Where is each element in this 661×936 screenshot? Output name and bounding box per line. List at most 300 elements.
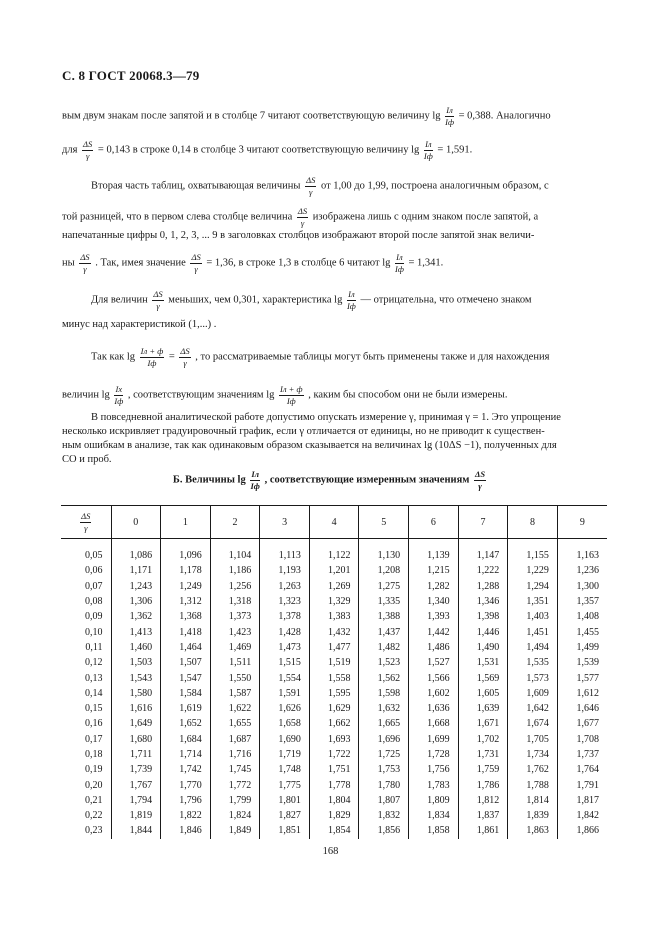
paragraph-line: несколько искривляет градуировочный график, если γ отличается от единицы, но не приводит к существен- [62,426,545,437]
table-cell: 1,378 [260,609,310,624]
fraction-denominator: Iф [395,263,404,274]
table-cell: 1,346 [458,594,508,609]
table-cell: 1,626 [260,701,310,716]
row-key-cell: 0,16 [61,716,111,731]
table-cell: 1,455 [576,626,599,638]
text-span: той разницей, что в первом слева столбце величина [62,211,293,223]
fraction-denominator: γ [156,300,160,311]
table-cell: 1,636 [409,701,459,716]
table-cell: 1,122 [309,539,359,564]
table-cell: 1,693 [309,732,359,747]
fraction-ds-gamma [80,512,91,532]
table-cell: 1,605 [458,686,508,701]
table-cell: 1,756 [409,762,459,777]
column-header: 6 [409,506,459,539]
fraction-denominator: Iф [423,150,433,161]
fraction-denominator: γ [194,263,198,274]
table-cell: 1,824 [210,808,260,823]
table-cell: 1,527 [409,655,459,670]
table-row [61,747,607,762]
paragraph-line [91,176,549,196]
table-cell: 1,858 [409,823,459,838]
table-cell: 1,294 [508,579,558,594]
table-cell: 1,639 [458,701,508,716]
table-cell: 1,477 [309,640,359,655]
text-span: = 0,143 в строке 0,14 в столбце 3 читают соответствующую величину [97,144,409,156]
table-cell: 1,554 [260,670,310,685]
table-cell: 1,839 [508,808,558,823]
row-key-cell: 0,19 [61,762,111,777]
table-cell: 1,668 [409,716,459,731]
table-cell: 1,822 [161,808,211,823]
paragraph-line [91,290,532,310]
text-span: минус над характеристикой (1,...) . [62,319,217,330]
table-cell: 1,854 [309,823,359,838]
table-cell: 1,171 [111,563,161,578]
table-cell: 1,543 [111,670,161,685]
fraction-ixf-if [279,385,304,405]
table-row [61,563,607,578]
row-key-cell: 0,06 [61,563,111,578]
column-header: 3 [260,506,310,539]
fraction-ilf-if [140,347,165,367]
fraction-ds-gamma [474,470,486,490]
table-cell: 1,318 [210,594,260,609]
row-key-cell: 0,08 [61,594,111,609]
row-key-cell: 0,21 [61,793,111,808]
table-cell: 1,437 [359,624,409,639]
table-cell: 1,780 [359,777,409,792]
fraction-denominator: γ [300,217,305,228]
table-cell: 1,622 [210,701,260,716]
text-span: от 1,00 до 1,99, построена аналогичным образом, с [320,180,549,192]
column-header: 7 [458,506,508,539]
table-cell: 1,464 [161,640,211,655]
table-cell: 1,737 [576,749,599,760]
fraction-numerator: ΔS [297,206,308,216]
table-cell: 1,163 [576,550,599,562]
table-cell: 1,690 [260,732,310,747]
fraction-numerator: ΔS [475,469,486,479]
table-cell: 1,759 [458,762,508,777]
table-cell: 1,323 [260,594,310,609]
page-number: 168 [322,846,339,857]
table-row [61,609,607,624]
table-cell: 1,373 [210,609,260,624]
column-header: 8 [508,506,558,539]
table-cell: 1,609 [508,686,558,701]
paragraph-line [62,207,538,227]
table-cell: 1,550 [210,670,260,685]
fraction-denominator: Iф [250,480,260,491]
table-cell: 1,846 [161,823,211,838]
table-cell: 1,745 [210,762,260,777]
table-cell: 1,801 [260,793,310,808]
table-row [61,579,607,594]
text-span: ны [62,257,75,269]
table-cell: 1,486 [409,640,459,655]
table-cell: 1,357 [576,596,599,608]
table-cell: 1,866 [576,825,599,837]
paragraph-line: В повседневной аналитической работе допустимо опускать измерение γ, принимая γ = 1. Это упрощение [91,412,561,423]
table-cell: 1,312 [161,594,211,609]
table-cell: 1,827 [260,808,310,823]
table-row [61,539,607,564]
table-cell: 1,269 [309,579,359,594]
text-span: для [62,144,78,156]
text-span: напечатанные цифры 0, 1, 2, 3, ... 9 в заголовках столбцов изображают второй после запятой знак величи- [62,230,535,241]
row-key-cell: 0,15 [61,701,111,716]
table-cell: 1,243 [111,579,161,594]
text-span: — отрицательна, что отмечено знаком [360,294,532,306]
math-lg: lg [382,257,391,269]
table-cell: 1,398 [458,609,508,624]
table-row [61,808,607,823]
table-cell: 1,861 [458,823,508,838]
table-cell: 1,451 [508,624,558,639]
math-lg: lg [101,389,110,401]
text-span: , соответствующим значениям [127,389,264,401]
fraction-il-if [445,106,454,126]
table-cell: 1,482 [359,640,409,655]
table-row [61,640,607,655]
fraction-ds-gamma [152,290,163,310]
table-cell: 1,791 [576,779,599,791]
table-cell: 1,783 [409,777,459,792]
table-cell: 1,432 [309,624,359,639]
table-cell: 1,629 [309,701,359,716]
table-cell: 1,680 [111,732,161,747]
table-cell: 1,300 [576,580,599,592]
table-cell: 1,569 [458,670,508,685]
fraction-il-if [424,140,433,160]
table-cell: 1,329 [309,594,359,609]
fraction-numerator: Iл + ф [280,384,303,394]
table-row [61,777,607,792]
table-cell: 1,499 [576,641,599,653]
text-span: Вторая часть таблиц, охватывающая величины [91,180,301,192]
table-cell: 1,428 [260,624,310,639]
table-row [61,594,607,609]
table-cell: 1,368 [161,609,211,624]
table-cell: 1,753 [359,762,409,777]
paragraph-line [62,106,551,126]
table-cell: 1,562 [359,670,409,685]
row-header-column-title [61,506,111,539]
table-cell: 1,812 [458,793,508,808]
fraction-denominator: γ [83,263,87,274]
table-cell: 1,851 [260,823,310,838]
table-cell: 1,215 [409,563,459,578]
table-cell: 1,786 [458,777,508,792]
fraction-numerator: Iл [348,289,355,299]
table-cell: 1,393 [409,609,459,624]
table-cell: 1,856 [359,823,409,838]
text-span: меньших, чем 0,301, характеристика [168,294,332,306]
math-lg: lg [334,294,343,306]
table-cell: 1,705 [508,732,558,747]
table-cell: 1,535 [508,655,558,670]
table-cell: 1,201 [309,563,359,578]
table-cell: 1,711 [111,747,161,762]
paragraph-line [62,253,443,273]
row-key-cell: 0,14 [61,686,111,701]
fraction-numerator: Iл [425,139,432,149]
table-cell: 1,547 [161,670,211,685]
table-cell: 1,702 [458,732,508,747]
table-cell: 1,658 [260,716,310,731]
table-row [61,655,607,670]
paragraph-line: СО и проб. [62,454,112,465]
column-header: 0 [111,506,161,539]
table-cell: 1,511 [210,655,260,670]
table-cell: 1,714 [161,747,211,762]
table-cell: 1,096 [161,539,211,564]
table-cell: 1,423 [210,624,260,639]
table-cell: 1,523 [359,655,409,670]
table-row [61,716,607,731]
fraction-ds-gamma [179,347,190,367]
table-cell: 1,335 [359,594,409,609]
table-caption [0,470,661,490]
table-cell: 1,731 [458,747,508,762]
text-span: , каким бы способом они не были измерены. [308,389,508,401]
fraction-ix-if [114,385,123,405]
table-cell: 1,282 [409,579,459,594]
math-lg: lg [411,144,420,156]
table-cell: 1,595 [309,686,359,701]
table-cell: 1,739 [111,762,161,777]
table-cell: 1,519 [309,655,359,670]
table-row [61,732,607,747]
table-cell: 1,186 [210,563,260,578]
math-lg: lg [126,351,136,363]
table-cell: 1,515 [260,655,310,670]
table-cell: 1,788 [508,777,558,792]
text-span: = 1,36, в строке 1,3 в столбце 6 читают [206,257,380,269]
fraction-numerator: Iл [446,105,453,115]
table-cell: 1,086 [111,539,161,564]
fraction-numerator: Iл + ф [140,346,164,356]
fraction-denominator: γ [309,186,313,197]
table-cell: 1,577 [576,672,599,684]
math-lg: lg [237,474,246,486]
table-cell: 1,655 [210,716,260,731]
values-table [61,505,607,839]
table-cell: 1,817 [576,794,599,806]
table-cell: 1,490 [458,640,508,655]
paragraph-line: Так как lg $\frac{Iл + ф}{Iф}$ = $\frac{\Delta S}{\gamma}$ , то рассматриваемые таблицы могут быть применены также и для нахождения [91,346,550,368]
text-span: Так как [91,351,125,363]
table-cell: 1,539 [576,657,599,669]
table-cell: 1,767 [111,777,161,792]
table-cell: 1,507 [161,655,211,670]
fraction-ds-gamma [297,207,308,227]
table-cell: 1,383 [309,609,359,624]
table-cell: 1,748 [260,762,310,777]
paragraph-line [62,229,534,243]
table-cell: 1,340 [409,594,459,609]
table-cell: 1,460 [111,640,161,655]
table-cell: 1,602 [409,686,459,701]
table-cell: 1,275 [359,579,409,594]
table-cell: 1,699 [409,732,459,747]
fraction-ds-gamma [79,253,90,273]
table-cell: 1,722 [309,747,359,762]
table-cell: 1,677 [576,718,599,730]
caption-suffix: , соответствующие измеренным значениям [264,474,470,486]
table-cell: 1,403 [508,609,558,624]
fraction-numerator: ΔS [306,175,316,185]
table-cell: 1,494 [508,640,558,655]
fraction-numerator: ΔS [153,289,163,299]
table-cell: 1,263 [260,579,310,594]
table-cell: 1,598 [359,686,409,701]
table-cell: 1,772 [210,777,260,792]
table-cell: 1,208 [359,563,409,578]
table-cell: 1,139 [409,539,459,564]
row-key-cell: 0,17 [61,732,111,747]
row-key-cell: 0,20 [61,777,111,792]
table-cell: 1,794 [111,793,161,808]
table-cell: 1,716 [210,747,260,762]
fraction-numerator: Ix [115,384,123,394]
table-cell: 1,662 [309,716,359,731]
table-cell: 1,814 [508,793,558,808]
column-header: 2 [210,506,260,539]
fraction-ds-gamma [82,140,93,160]
text-span: . Так, имея значение [95,257,186,269]
table-cell: 1,809 [409,793,459,808]
column-header: 5 [359,506,409,539]
paragraph-line [62,140,472,160]
row-key-cell: 0,07 [61,579,111,594]
table-cell: 1,742 [161,762,211,777]
table-cell: 1,256 [210,579,260,594]
fraction-ds-gamma [190,253,201,273]
fraction-numerator: ΔS [180,346,190,356]
row-key-cell: 0,23 [61,823,111,838]
table-cell: 1,591 [260,686,310,701]
table-cell: 1,834 [409,808,459,823]
paragraph-line [62,318,216,332]
column-header: 4 [309,506,359,539]
text-span: вым двум знакам после запятой и в столбце 7 читают соответствующую величину [62,110,430,122]
fraction-denominator: Iф [147,357,157,368]
text-span: = 0,388. Аналогично [458,110,551,122]
fraction-denominator: Iф [286,395,296,406]
table-cell: 1,531 [458,655,508,670]
caption-prefix: Б. Величины [172,474,235,486]
table-cell: 1,642 [508,701,558,716]
row-key-cell: 0,11 [61,640,111,655]
table-cell: 1,612 [576,687,599,699]
table-cell: 1,687 [210,732,260,747]
page-header: С. 8 ГОСТ 20068.3—79 [62,68,200,83]
paragraph-line [62,385,507,405]
math-lg: lg [266,389,275,401]
table-cell: 1,708 [576,733,599,745]
table-cell: 1,804 [309,793,359,808]
table-cell: 1,649 [111,716,161,731]
table-cell: 1,842 [576,810,599,822]
row-key-cell: 0,12 [61,655,111,670]
fraction-denominator: Iф [114,395,124,406]
table-cell: 1,222 [458,563,508,578]
table-cell: 1,832 [359,808,409,823]
table-cell: 1,362 [111,609,161,624]
table-cell: 1,446 [458,624,508,639]
table-cell: 1,837 [458,808,508,823]
fraction-denominator: γ [85,150,90,161]
table-header-row [61,506,607,539]
table-cell: 1,306 [111,594,161,609]
table-cell: 1,473 [260,640,310,655]
table-row [61,762,607,777]
table-cell: 1,829 [309,808,359,823]
table-row [61,793,607,808]
table-cell: 1,619 [161,701,211,716]
table-cell: 1,558 [309,670,359,685]
row-key-cell: 0,05 [61,539,111,564]
table-cell: 1,113 [260,539,310,564]
table-cell: 1,778 [309,777,359,792]
column-header: 9 [557,506,607,539]
table-cell: 1,147 [458,539,508,564]
table-cell: 1,249 [161,579,211,594]
row-key-cell: 0,22 [61,808,111,823]
table-cell: 1,796 [161,793,211,808]
fraction-numerator: Iл [251,469,259,479]
table-cell: 1,632 [359,701,409,716]
table-cell: 1,674 [508,716,558,731]
row-key-cell: 0,09 [61,609,111,624]
table-cell: 1,863 [508,823,558,838]
table-cell: 1,725 [359,747,409,762]
table-cell: 1,652 [161,716,211,731]
fraction-denominator: γ [183,357,187,368]
table-row [61,686,607,701]
fraction-il-if [347,290,356,310]
text-span: величин [62,389,99,401]
fraction-numerator: ΔS [83,139,93,149]
text-span: = 1,341. [408,257,444,269]
table-cell: 1,616 [111,701,161,716]
fraction-numerator: Iл [396,252,403,262]
table-cell: 1,178 [161,563,211,578]
table-cell: 1,587 [210,686,260,701]
table-cell: 1,696 [359,732,409,747]
table-cell: 1,236 [576,565,599,577]
table-cell: 1,770 [161,777,211,792]
fraction-denominator: Iф [346,300,356,311]
text-span: = 1,591. [437,144,473,156]
table-cell: 1,288 [458,579,508,594]
table-cell: 1,807 [359,793,409,808]
fraction-numerator: ΔS [80,252,90,262]
fraction-ds-gamma [305,176,316,196]
fraction-denominator: γ [84,522,88,533]
row-key-cell: 0,13 [61,670,111,685]
row-key-cell: 0,10 [61,624,111,639]
table-cell: 1,799 [210,793,260,808]
table-cell: 1,819 [111,808,161,823]
table-row [61,823,607,838]
column-header: 1 [161,506,211,539]
table-cell: 1,408 [576,611,599,623]
table-cell: 1,388 [359,609,409,624]
table-cell: 1,762 [508,762,558,777]
